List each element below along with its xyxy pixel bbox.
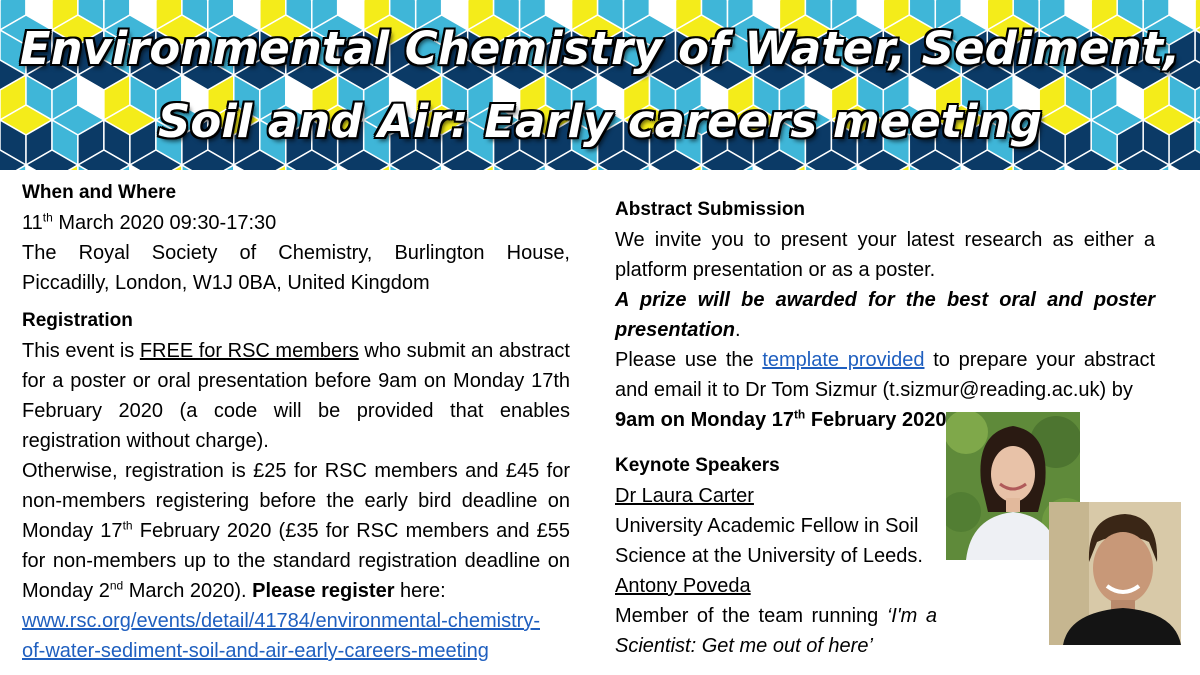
prize-text: A prize will be awarded for the best oral and poster presentation.	[615, 289, 1155, 341]
template-link[interactable]: template provided	[762, 349, 925, 371]
page-title-line-2: Soil and Air: Early careers meeting	[158, 95, 1042, 148]
event-date: 11th March 2020 09:30-17:30	[22, 210, 277, 234]
speaker-1-name: Dr Laura Carter	[615, 485, 754, 507]
abstract-deadline: 9am on Monday 17th February 2020	[615, 407, 947, 431]
page-title-line-1: Environmental Chemistry of Water, Sediment,	[19, 22, 1181, 75]
abstract-paragraph-1: We invite you to present your latest research as either a platform presentation or as a poster.	[615, 229, 1155, 281]
registration-paragraph-1: This event is FREE for RSC members who submit an abstract for a poster or oral presentation before 9am on Monday 17th February 2020 (a code will be provided that enables registration without charge).	[22, 340, 570, 452]
speaker-1-description: University Academic Fellow in Soil Science at the University of Leeds.	[615, 515, 923, 567]
abstract-heading: Abstract Submission	[615, 199, 806, 220]
speaker-2-photo	[1049, 502, 1181, 645]
speaker-2-description: Member of the team running ‘I'm a Scientist: Get me out of here’	[615, 605, 937, 657]
registration-link-line-2[interactable]: of-water-sediment-soil-and-air-early-careers-meeting	[22, 640, 489, 662]
registration-link[interactable]	[22, 606, 570, 666]
when-where-heading: When and Where	[22, 182, 177, 203]
keynote-heading: Keynote Speakers	[615, 455, 780, 476]
venue-line-1: The Royal Society of Chemistry, Burlington House,	[22, 242, 570, 264]
left-column	[22, 178, 570, 666]
free-for-members-text: FREE for RSC members	[139, 340, 359, 362]
registration-paragraph-2: Otherwise, registration is £25 for RSC members and £45 for non-members registering before the early bird deadline on Monday 17th February 2020 (£35 for RSC members and £55 for non-members up to the standard registration deadline on Monday 2nd March 2020). Please register here:	[22, 460, 570, 602]
header-banner	[0, 0, 1200, 170]
abstract-paragraph-3: Please use the template provided to prepare your abstract and email it to Dr Tom Sizmur (t.sizmur@reading.ac.uk) by	[615, 349, 1155, 401]
speaker-2-name: Antony Poveda	[615, 575, 751, 597]
speaker-2	[615, 571, 937, 661]
registration-link-line-1[interactable]: www.rsc.org/events/detail/41784/environmental-chemistry-	[22, 610, 540, 632]
speaker-1	[615, 481, 937, 571]
registration-heading: Registration	[22, 310, 133, 331]
venue-line-2: Piccadilly, London, W1J 0BA, United Kingdom	[22, 272, 430, 294]
